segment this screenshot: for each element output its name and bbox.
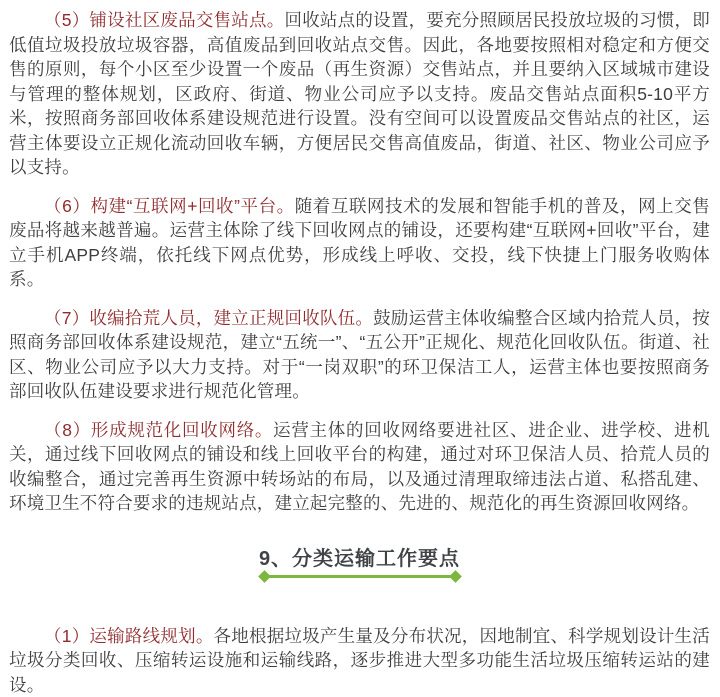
paragraph-6 [9, 194, 710, 292]
paragraph-1-body: 各地根据垃圾产生量及分布状况，因地制宜、科学规划设计生活垃圾分类回收、压缩转运设施和运输线路，逐步推进大型多功能生活垃圾压缩转运站的建设。 [9, 626, 710, 695]
paragraph-1-lead: （1）运输路线规划。 [44, 626, 214, 646]
paragraph-7 [9, 306, 710, 404]
heading-underline [262, 575, 458, 578]
paragraph-8-lead: （8）形成规范化回收网络。 [44, 420, 273, 440]
paragraph-6-body: 随着互联网技术的发展和智能手机的普及，网上交售废品将越来越普遍。运营主体除了线下回收网点的铺设，还要构建“互联网+回收”平台，建立手机APP终端，依托线下网点优势，形成线上呼收、交投，线下快捷上门服务收购体系。 [9, 196, 710, 290]
paragraph-8-body: 运营主体的回收网络要进社区、进企业、进学校、进机关，通过线下回收网点的铺设和线上回收平台的构建，通过对环卫保洁人员、拾荒人员的收编整合，通过完善再生资源中转场站的布局，以及通过清理取缔违法占道、私搭乱建、环境卫生不符合要求的违规站点，建立起完整的、先进的、规范化的再生资源回收网络。 [9, 420, 710, 514]
section-heading [9, 546, 710, 578]
paragraph-6-lead: （6）构建“互联网+回收”平台。 [44, 196, 295, 216]
paragraph-8 [9, 418, 710, 516]
diamond-right-icon [449, 570, 462, 583]
paragraph-5-body: 回收站点的设置，要充分照顾居民投放垃圾的习惯，即低值垃圾投放垃圾容器，高值废品到回收站点交售。因此，各地要按照相对稳定和方便交售的原则，每个小区至少设置一个废品（再生资源）交售站点，并且要纳入区域城市建设与管理的整体规划，区政府、街道、物业公司应予以支持。废品交售站点面积5-10平方米，按照商务部回收体系建设规范进行设置。没有空间可以设置废品交售站点的社区，运营主体要设立正规化流动回收车辆，方便居民交售高值废品，街道、社区、物业公司应予以支持。 [9, 10, 710, 177]
paragraph-5-lead: （5）铺设社区废品交售站点。 [44, 10, 284, 30]
paragraph-5 [9, 8, 710, 180]
paragraph-7-lead: （7）收编拾荒人员，建立正规回收队伍。 [44, 308, 373, 328]
diamond-left-icon [258, 570, 271, 583]
section-heading-title: 9、分类运输工作要点 [9, 546, 710, 572]
paragraph-1 [9, 624, 710, 697]
paragraph-7-body: 鼓励运营主体收编整合区域内拾荒人员，按照商务部回收体系建设规范，建立“五统一”、“五公开”正规化、规范化回收队伍。街道、社区、物业公司应予以大力支持。对于“一岗双职”的环卫保洁工人，运营主体也要按照商务部回收队伍建设要求进行规范化管理。 [9, 308, 710, 402]
